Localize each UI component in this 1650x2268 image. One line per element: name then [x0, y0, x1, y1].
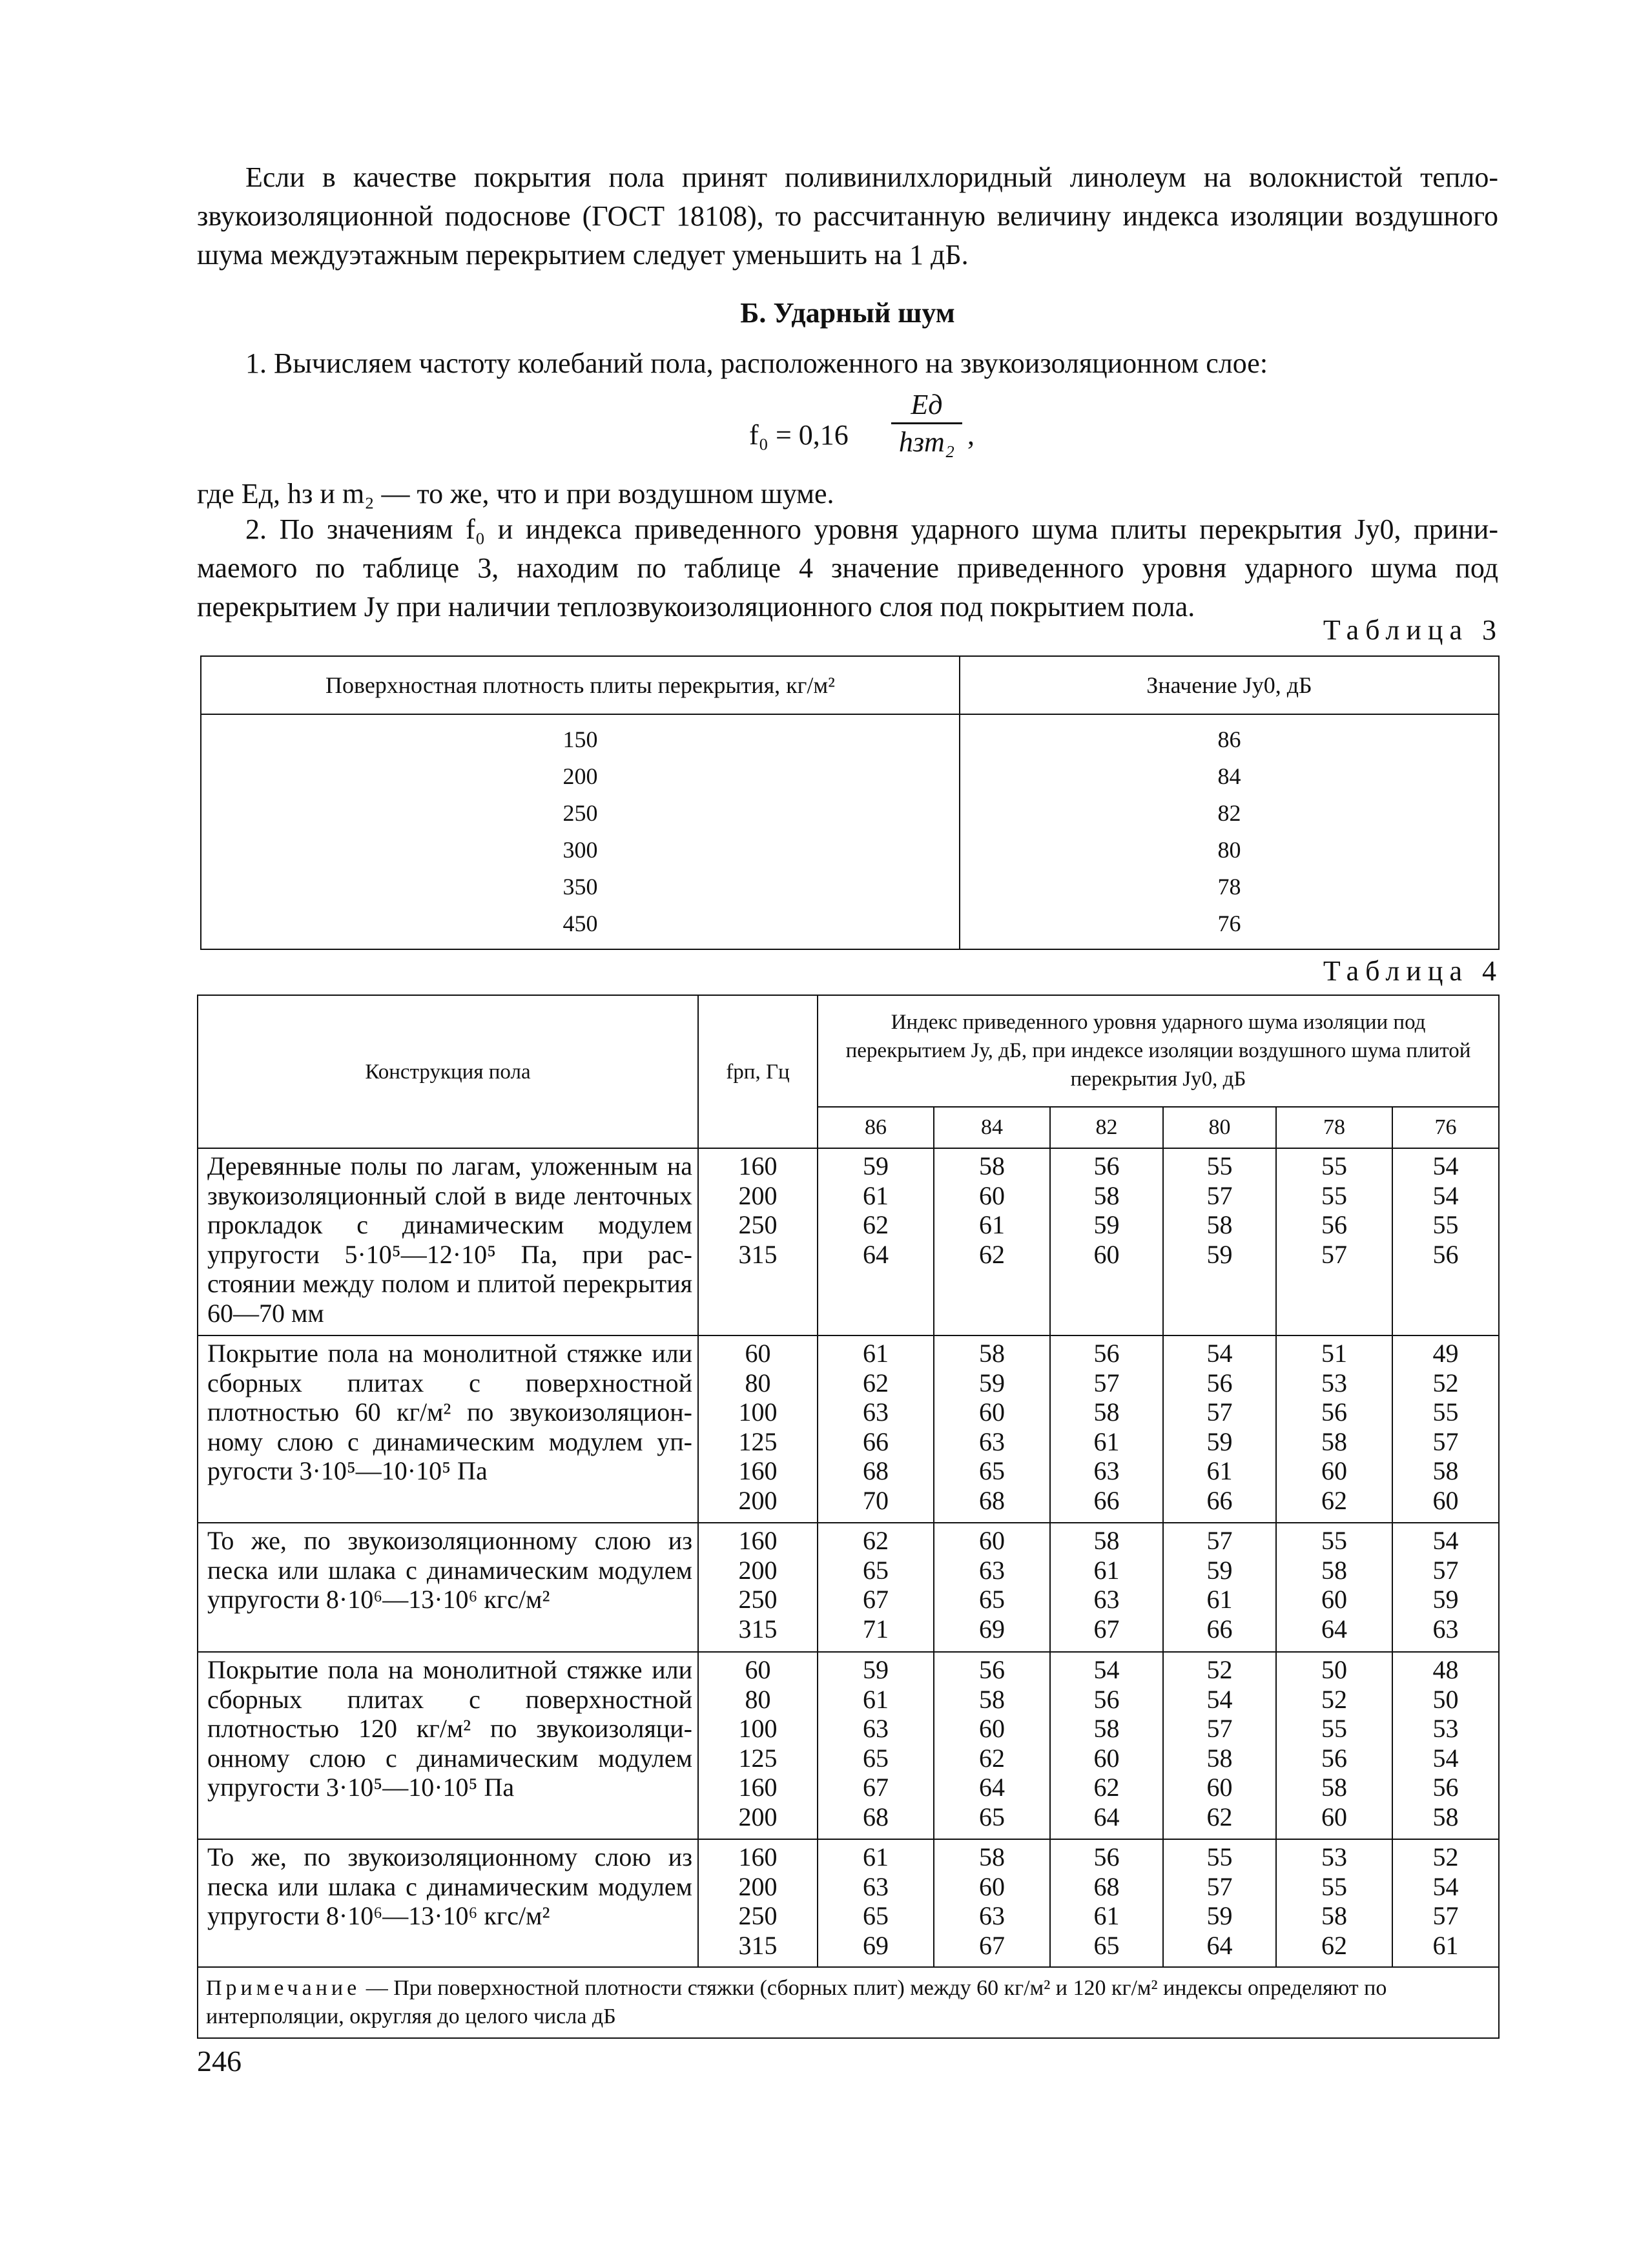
- table-4-group-4: [198, 1652, 1499, 1839]
- table-cell: 57: [1432, 1555, 1459, 1585]
- table-cell: 250: [738, 1901, 778, 1930]
- table-cell: 63: [979, 1555, 1005, 1585]
- table-cell: 60: [979, 1526, 1005, 1555]
- table-cell: 67: [863, 1585, 889, 1614]
- table-cell: 58: [1321, 1555, 1347, 1585]
- table-cell: 60: [1093, 1743, 1120, 1773]
- table-cell: 57: [1432, 1901, 1459, 1930]
- value-cell: [1050, 1523, 1163, 1652]
- table-cell: 200: [738, 1802, 778, 1831]
- table-cell: 80: [745, 1684, 771, 1714]
- table-cell: 69: [979, 1614, 1005, 1644]
- table-cell: 56: [1206, 1368, 1233, 1397]
- table-cell: 59: [863, 1151, 889, 1180]
- index-column-header: 84: [934, 1107, 1050, 1148]
- table-cell: 64: [1321, 1614, 1347, 1644]
- table-cell: 54: [1432, 1180, 1459, 1210]
- table-cell: 54: [1432, 1743, 1459, 1773]
- value-cell: [818, 1652, 934, 1839]
- table-cell: 69: [863, 1930, 889, 1960]
- table-cell: 56: [1093, 1684, 1120, 1714]
- table-3-header-row: [201, 656, 1499, 714]
- frequency-cell: [698, 1523, 818, 1652]
- table-4-group-2: [198, 1335, 1499, 1523]
- table-cell: 315: [738, 1930, 778, 1960]
- table-cell: 250: [738, 1585, 778, 1614]
- formula-denominator: hзm₂: [898, 426, 955, 458]
- table-cell: 60: [979, 1871, 1005, 1901]
- table-cell: 50: [1432, 1684, 1459, 1714]
- table-cell: 64: [1093, 1802, 1120, 1831]
- table-cell: 60: [979, 1397, 1005, 1427]
- index-column-header: 78: [1276, 1107, 1392, 1148]
- table-cell: 52: [1432, 1368, 1459, 1397]
- table-cell: 56: [1321, 1743, 1347, 1773]
- table-cell: 62: [979, 1743, 1005, 1773]
- value-cell: [1276, 1335, 1392, 1523]
- table-cell: 63: [863, 1871, 889, 1901]
- frequency-cell: [698, 1839, 818, 1967]
- table-cell: 350: [562, 874, 598, 900]
- value-cell: [1276, 1523, 1392, 1652]
- table-cell: 60: [745, 1339, 771, 1368]
- value-cell: [1163, 1652, 1276, 1839]
- table-4-header-row: [198, 995, 1499, 1107]
- table-cell: 66: [1093, 1485, 1120, 1515]
- table-cell: 84: [1217, 763, 1241, 789]
- value-cell: [1163, 1523, 1276, 1652]
- table-cell: 64: [1206, 1930, 1233, 1960]
- table-cell: 54: [1206, 1684, 1233, 1714]
- table-cell: 57: [1206, 1526, 1233, 1555]
- table-cell: 59: [979, 1368, 1005, 1397]
- table-cell: 59: [1432, 1585, 1459, 1614]
- table-cell: 56: [979, 1655, 1005, 1684]
- table-cell: 54: [1432, 1871, 1459, 1901]
- construction-description: То же, по звукоизоляционному слою из песка или шлака с динамическим модулем упругости 8·10⁶—13·10⁶ кгс/м²: [198, 1523, 698, 1652]
- table-cell: 67: [979, 1930, 1005, 1960]
- table-cell: 57: [1321, 1239, 1347, 1269]
- table-cell: 80: [745, 1368, 771, 1397]
- table-4-note-row: [198, 1967, 1499, 2038]
- table-cell: 58: [1206, 1210, 1233, 1239]
- table-4-header-index: Индекс приведенного уровня ударного шума изоляции под перекрытием Jу, дБ, при индексе изоляции воздушного шума плитой перекрытия Jу0, дБ: [818, 995, 1499, 1107]
- table-4-group-1: [198, 1148, 1499, 1335]
- table-cell: 63: [1093, 1456, 1120, 1485]
- table-cell: 100: [738, 1714, 778, 1743]
- frequency-cell: [698, 1652, 818, 1839]
- value-cell: [1276, 1839, 1392, 1967]
- table-cell: 61: [1093, 1555, 1120, 1585]
- value-cell: [1050, 1335, 1163, 1523]
- table-cell: 55: [1321, 1526, 1347, 1555]
- table-cell: 62: [1093, 1773, 1120, 1802]
- table-3-header-value: Значение Jу0, дБ: [960, 656, 1499, 714]
- value-cell: [1163, 1148, 1276, 1335]
- frequency-cell: [698, 1335, 818, 1523]
- table-cell: 58: [1093, 1526, 1120, 1555]
- construction-description: Деревянные полы по лагам, уложенным на звукоизоляционный слой в виде ленточных прокладок с динамическим модулем упругости 5·10⁵—12·10⁵ Па, при расстоянии между полом и плитой перекрытия 60—70 мм: [198, 1148, 698, 1335]
- table-cell: 67: [1093, 1614, 1120, 1644]
- table-cell: 63: [863, 1714, 889, 1743]
- table-cell: 55: [1321, 1871, 1347, 1901]
- table-cell: 58: [979, 1684, 1005, 1714]
- table-cell: 56: [1093, 1842, 1120, 1871]
- table-cell: 56: [1093, 1339, 1120, 1368]
- table-cell: 62: [979, 1239, 1005, 1269]
- table-cell: 66: [1206, 1614, 1233, 1644]
- table-cell: 57: [1093, 1368, 1120, 1397]
- table-cell: 100: [738, 1397, 778, 1427]
- construction-description: Покрытие пола на монолитной стяжке или сборных плитах с поверхностной плотностью 120 кг/м² по звукоизоляционному слою с динамическим модулем упругости 3·10⁵—10·10⁵ Па: [198, 1652, 698, 1839]
- table-cell: 57: [1206, 1714, 1233, 1743]
- table-cell: 67: [863, 1773, 889, 1802]
- table-cell: 125: [738, 1743, 778, 1773]
- table-cell: 70: [863, 1485, 889, 1515]
- table-cell: 54: [1093, 1655, 1120, 1684]
- table-cell: 160: [738, 1151, 778, 1180]
- table-cell: 60: [1321, 1585, 1347, 1614]
- table-4: [197, 995, 1500, 2039]
- table-cell: 68: [1093, 1871, 1120, 1901]
- table-cell: 62: [863, 1368, 889, 1397]
- table-cell: 200: [738, 1485, 778, 1515]
- table-4-header-frequency: fрп, Гц: [698, 995, 818, 1148]
- table-cell: 49: [1432, 1339, 1459, 1368]
- note-text: — При поверхностной плотности стяжки (сборных плит) между 60 кг/м² и 120 кг/м² индексы определяют по интерполяции, округляя до целого числа дБ: [206, 1976, 1387, 2028]
- table-cell: 250: [738, 1210, 778, 1239]
- value-cell: [1392, 1148, 1499, 1335]
- table-cell: 50: [1321, 1655, 1347, 1684]
- table-cell: 52: [1432, 1842, 1459, 1871]
- table-cell: 65: [1093, 1930, 1120, 1960]
- index-column-header: 76: [1392, 1107, 1499, 1148]
- table-cell: 68: [979, 1485, 1005, 1515]
- table-cell: 58: [1093, 1714, 1120, 1743]
- table-cell: 62: [1321, 1485, 1347, 1515]
- table-cell: 200: [738, 1555, 778, 1585]
- table-cell: 58: [979, 1842, 1005, 1871]
- table-cell: 61: [1093, 1427, 1120, 1456]
- table-cell: 53: [1432, 1714, 1459, 1743]
- value-cell: [934, 1652, 1050, 1839]
- intro-paragraph: Если в качестве покрытия пола принят поливинилхлоридный линолеум на волокнистой теплозвукоизоляционной подоснове (ГОСТ 18108), то рассчитанную величину индекса изоляции воздушного шума междуэтажным перекрытием следует уменьшить на 1 дБ.: [197, 161, 1498, 271]
- table-cell: 64: [979, 1773, 1005, 1802]
- table-cell: 61: [863, 1842, 889, 1871]
- table-cell: 200: [738, 1180, 778, 1210]
- table-3-caption: Таблица 3: [1323, 614, 1503, 646]
- table-cell: 57: [1206, 1871, 1233, 1901]
- page-number: 246: [197, 2045, 242, 2077]
- construction-description: Покрытие пола на монолитной стяжке или сборных плитах с поверхностной плотностью 60 кг/м² по звукоизоляционному слою с динамическим модулем упругости 3·10⁵—10·10⁵ Па: [198, 1335, 698, 1523]
- value-cell: [1276, 1652, 1392, 1839]
- table-cell: 63: [1093, 1585, 1120, 1614]
- table-cell: 71: [863, 1614, 889, 1644]
- table-cell: 60: [1321, 1456, 1347, 1485]
- table-cell: 63: [979, 1427, 1005, 1456]
- table-cell: 54: [1206, 1339, 1233, 1368]
- table-cell: 125: [738, 1427, 778, 1456]
- table-cell: 56: [1321, 1397, 1347, 1427]
- table-cell: 61: [863, 1684, 889, 1714]
- step-2-text: 2. По значениям f₀ и индекса приведенного уровня ударного шума плиты перекрытия Jу0, принимаемого по таблице 3, находим по таблице 4 значение приведенного уровня ударного шума под перекрытием Jу при наличии теплозвукоизоляционного слоя под покрытием пола.: [197, 513, 1498, 623]
- table-cell: 60: [745, 1655, 771, 1684]
- index-column-header: 86: [818, 1107, 934, 1148]
- table-cell: 61: [1206, 1585, 1233, 1614]
- table-cell: 48: [1432, 1655, 1459, 1684]
- table-cell: 61: [1093, 1901, 1120, 1930]
- table-cell: 61: [1206, 1456, 1233, 1485]
- table-cell: 65: [863, 1901, 889, 1930]
- table-cell: 55: [1432, 1210, 1459, 1239]
- table-cell: 58: [1321, 1901, 1347, 1930]
- table-cell: 61: [979, 1210, 1005, 1239]
- value-cell: [1050, 1652, 1163, 1839]
- table-cell: 65: [979, 1585, 1005, 1614]
- formula-numerator: Eд: [911, 389, 943, 420]
- value-cell: [1163, 1335, 1276, 1523]
- table-3-density-column: [201, 714, 960, 949]
- value-cell: [818, 1148, 934, 1335]
- table-cell: 68: [863, 1802, 889, 1831]
- table-cell: 61: [863, 1339, 889, 1368]
- table-4-caption: Таблица 4: [1323, 955, 1503, 987]
- table-cell: 315: [738, 1239, 778, 1269]
- table-cell: 160: [738, 1842, 778, 1871]
- table-cell: 86: [1217, 727, 1241, 752]
- table-4-group-3: [198, 1523, 1499, 1652]
- table-4-header-construction: Конструкция пола: [198, 995, 698, 1148]
- table-cell: 58: [1206, 1743, 1233, 1773]
- table-cell: 450: [562, 911, 598, 936]
- table-cell: 150: [562, 727, 598, 752]
- table-4-note: [198, 1967, 1499, 2038]
- table-cell: 59: [1206, 1555, 1233, 1585]
- table-cell: 56: [1321, 1210, 1347, 1239]
- table-cell: 82: [1217, 800, 1241, 826]
- table-cell: 58: [979, 1339, 1005, 1368]
- table-cell: 51: [1321, 1339, 1347, 1368]
- table-cell: 57: [1206, 1397, 1233, 1427]
- table-cell: 63: [863, 1397, 889, 1427]
- value-cell: [1163, 1839, 1276, 1967]
- table-cell: 55: [1206, 1151, 1233, 1180]
- value-cell: [818, 1335, 934, 1523]
- table-cell: 55: [1321, 1151, 1347, 1180]
- table-3-value-column: [960, 714, 1499, 949]
- table-cell: 56: [1432, 1773, 1459, 1802]
- table-cell: 58: [1321, 1773, 1347, 1802]
- table-cell: 65: [863, 1743, 889, 1773]
- value-cell: [1392, 1652, 1499, 1839]
- table-cell: 66: [1206, 1485, 1233, 1515]
- table-cell: 59: [863, 1655, 889, 1684]
- table-cell: 57: [1206, 1180, 1233, 1210]
- table-cell: 55: [1206, 1842, 1233, 1871]
- table-3-header-density: Поверхностная плотность плиты перекрытия, кг/м²: [201, 656, 960, 714]
- value-cell: [1276, 1148, 1392, 1335]
- table-cell: 53: [1321, 1368, 1347, 1397]
- table-cell: 61: [1432, 1930, 1459, 1960]
- table-cell: 68: [863, 1456, 889, 1485]
- table-cell: 61: [863, 1180, 889, 1210]
- table-cell: 52: [1321, 1684, 1347, 1714]
- table-cell: 62: [1321, 1930, 1347, 1960]
- step-1-text: 1. Вычисляем частоту колебаний пола, расположенного на звукоизоляционном слое:: [245, 347, 1268, 379]
- table-cell: 60: [1093, 1239, 1120, 1269]
- table-cell: 63: [1432, 1614, 1459, 1644]
- value-cell: [1392, 1523, 1499, 1652]
- table-cell: 60: [979, 1714, 1005, 1743]
- table-cell: 58: [1432, 1456, 1459, 1485]
- table-cell: 300: [562, 837, 598, 863]
- table-cell: 54: [1432, 1526, 1459, 1555]
- table-cell: 56: [1093, 1151, 1120, 1180]
- table-cell: 58: [1093, 1397, 1120, 1427]
- table-3-body: [201, 714, 1499, 949]
- index-column-header: 82: [1050, 1107, 1163, 1148]
- table-cell: 66: [863, 1427, 889, 1456]
- value-cell: [934, 1839, 1050, 1967]
- value-cell: [818, 1839, 934, 1967]
- table-cell: 58: [1432, 1802, 1459, 1831]
- table-cell: 58: [1093, 1180, 1120, 1210]
- table-cell: 80: [1217, 837, 1241, 863]
- table-cell: 65: [979, 1802, 1005, 1831]
- table-cell: 55: [1321, 1180, 1347, 1210]
- table-cell: 53: [1321, 1842, 1347, 1871]
- table-cell: 62: [863, 1210, 889, 1239]
- table-cell: 76: [1217, 911, 1241, 936]
- table-cell: 59: [1206, 1427, 1233, 1456]
- table-cell: 56: [1432, 1239, 1459, 1269]
- table-cell: 200: [738, 1871, 778, 1901]
- table-cell: 65: [863, 1555, 889, 1585]
- table-cell: 52: [1206, 1655, 1233, 1684]
- construction-description: То же, по звукоизоляционному слою из песка или шлака с динамическим модулем упругости 8·10⁶—13·10⁶ кгс/м²: [198, 1839, 698, 1967]
- table-cell: 58: [1321, 1427, 1347, 1456]
- table-cell: 64: [863, 1239, 889, 1269]
- value-cell: [934, 1148, 1050, 1335]
- table-cell: 57: [1432, 1427, 1459, 1456]
- table-cell: 60: [1432, 1485, 1459, 1515]
- where-text: где Eд, hз и m₂ — то же, что и при воздушном шуме.: [197, 478, 834, 510]
- table-cell: 60: [979, 1180, 1005, 1210]
- table-cell: 62: [1206, 1802, 1233, 1831]
- index-column-header: 80: [1163, 1107, 1276, 1148]
- table-cell: 78: [1217, 874, 1241, 900]
- table-cell: 60: [1206, 1773, 1233, 1802]
- table-cell: 59: [1206, 1901, 1233, 1930]
- table-cell: 160: [738, 1526, 778, 1555]
- table-cell: 160: [738, 1773, 778, 1802]
- value-cell: [818, 1523, 934, 1652]
- section-title: Б. Ударный шум: [740, 297, 955, 329]
- table-cell: 250: [562, 800, 598, 826]
- table-cell: 54: [1432, 1151, 1459, 1180]
- value-cell: [1050, 1839, 1163, 1967]
- table-cell: 62: [863, 1526, 889, 1555]
- value-cell: [1392, 1839, 1499, 1967]
- value-cell: [1392, 1335, 1499, 1523]
- table-cell: 60: [1321, 1802, 1347, 1831]
- formula-tail: ,: [967, 419, 975, 451]
- value-cell: [934, 1335, 1050, 1523]
- table-cell: 55: [1321, 1714, 1347, 1743]
- formula-lhs: f₀ = 0,16: [749, 419, 849, 451]
- table-4-group-5: [198, 1839, 1499, 1967]
- frequency-cell: [698, 1148, 818, 1335]
- table-cell: 200: [562, 763, 598, 789]
- table-cell: 55: [1432, 1397, 1459, 1427]
- table-cell: 59: [1206, 1239, 1233, 1269]
- table-cell: 59: [1093, 1210, 1120, 1239]
- table-cell: 58: [979, 1151, 1005, 1180]
- table-cell: 65: [979, 1456, 1005, 1485]
- table-cell: 63: [979, 1901, 1005, 1930]
- value-cell: [1050, 1148, 1163, 1335]
- table-cell: 160: [738, 1456, 778, 1485]
- value-cell: [934, 1523, 1050, 1652]
- note-label: Примечание: [206, 1976, 361, 2000]
- table-3: [200, 655, 1500, 950]
- formula-fraction: [891, 387, 962, 460]
- table-cell: 315: [738, 1614, 778, 1644]
